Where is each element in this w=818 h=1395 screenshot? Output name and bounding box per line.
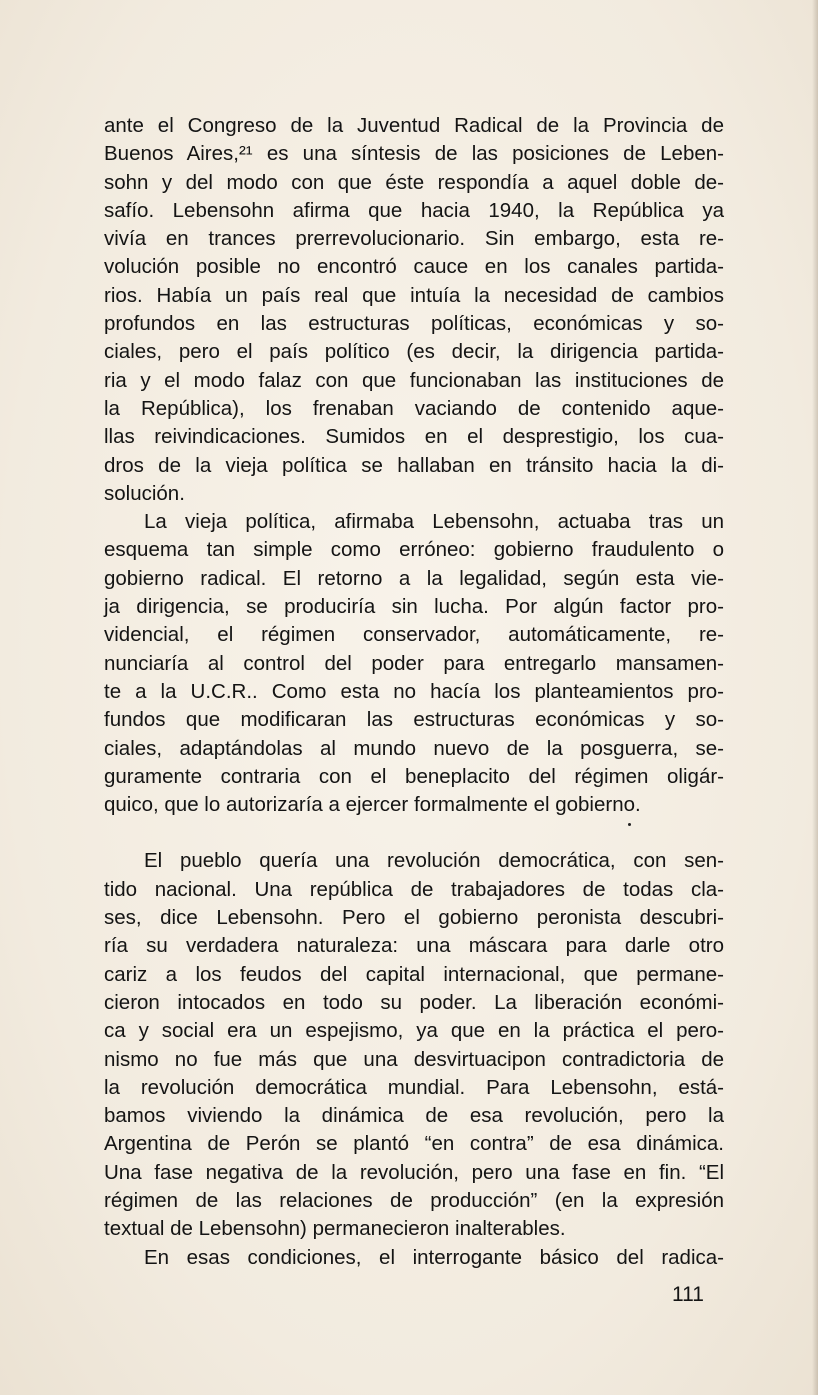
text-line: nismo no fue más que una desvirtuacipon contradictoria de xyxy=(104,1047,724,1071)
text-line: La vieja política, afirmaba Lebensohn, actuaba tras un xyxy=(144,510,724,534)
text-line: Una fase negativa de la revolución, pero una fase en fin. “El xyxy=(104,1160,724,1184)
text-line: textual de Lebensohn) permanecieron inalterables. xyxy=(104,1217,566,1241)
text-line: ria y el modo falaz con que funcionaban las instituciones de xyxy=(104,368,724,392)
paragraph xyxy=(104,112,724,508)
text-line: cieron intocados en todo su poder. La liberación económi- xyxy=(104,990,724,1014)
text-line: solución. xyxy=(104,481,185,505)
text-line: esquema tan simple como erróneo: gobierno fraudulento o xyxy=(104,538,724,562)
print-speck xyxy=(628,823,631,826)
paragraph xyxy=(104,508,724,819)
text-line: rios. Había un país real que intuía la necesidad de cambios xyxy=(104,283,724,307)
text-line: dros de la vieja política se hallaban en tránsito hacia la di- xyxy=(104,453,724,477)
text-line: En esas condiciones, el interrogante básico del radica- xyxy=(144,1245,724,1269)
text-line: cariz a los feudos del capital internacional, que permane- xyxy=(104,962,724,986)
text-line: ca y social era un espejismo, ya que en la práctica el pero- xyxy=(104,1019,724,1043)
text-line: vivía en trances prerrevolucionario. Sin embargo, esta re- xyxy=(104,227,724,251)
paragraph xyxy=(104,847,724,1243)
text-line: Argentina de Perón se plantó “en contra” de esa dinámica. xyxy=(104,1132,724,1156)
text-line: volución posible no encontró cauce en los canales partida- xyxy=(104,255,724,279)
text-line: Buenos Aires,²¹ es una síntesis de las posiciones de Leben- xyxy=(104,142,724,166)
text-line: ante el Congreso de la Juventud Radical de la Provincia de xyxy=(104,114,724,137)
text-line: ría su verdadera naturaleza: una máscara para darle otro xyxy=(104,934,724,958)
text-line: ses, dice Lebensohn. Pero el gobierno peronista descubri- xyxy=(104,906,724,930)
paragraph-gap xyxy=(104,819,724,847)
text-line: guramente contraria con el beneplacito del régimen oligár- xyxy=(104,764,724,788)
text-line: ciales, pero el país político (es decir, la dirigencia partida- xyxy=(104,340,724,364)
text-line: tido nacional. Una república de trabajadores de todas cla- xyxy=(104,877,724,901)
page-number: 111 xyxy=(672,1283,704,1306)
text-line: te a la U.C.R.. Como esta no hacía los planteamientos pro- xyxy=(104,679,724,703)
text-line: profundos en las estructuras políticas, económicas y so- xyxy=(104,312,724,336)
text-line: gobierno radical. El retorno a la legalidad, según esta vie- xyxy=(104,566,724,590)
text-line: videncial, el régimen conservador, automáticamente, re- xyxy=(104,623,724,647)
text-line: ja dirigencia, se produciría sin lucha. Por algún factor pro- xyxy=(104,595,724,619)
text-line: fundos que modificaran las estructuras económicas y so- xyxy=(104,708,724,732)
text-line: régimen de las relaciones de producción” (en la expresión xyxy=(104,1188,724,1212)
text-line: El pueblo quería una revolución democrática, con sen- xyxy=(144,849,724,873)
text-line: nunciaría al control del poder para entregarlo mansamen- xyxy=(104,651,724,675)
body-text xyxy=(104,112,724,1272)
text-line: quico, que lo autorizaría a ejercer formalmente el gobierno. xyxy=(104,793,641,817)
text-line: ciales, adaptándolas al mundo nuevo de la posguerra, se- xyxy=(104,736,724,760)
text-line: sohn y del modo con que éste respondía a aquel doble de- xyxy=(104,170,724,194)
text-line: la revolución democrática mundial. Para Lebensohn, está- xyxy=(104,1075,724,1099)
text-line: llas reivindicaciones. Sumidos en el desprestigio, los cua- xyxy=(104,425,724,449)
paragraph xyxy=(104,1244,724,1272)
text-line: bamos viviendo la dinámica de esa revolución, pero la xyxy=(104,1104,724,1128)
text-line: la República), los frenaban vaciando de contenido aque- xyxy=(104,396,724,420)
text-line: safío. Lebensohn afirma que hacia 1940, la República ya xyxy=(104,198,724,222)
